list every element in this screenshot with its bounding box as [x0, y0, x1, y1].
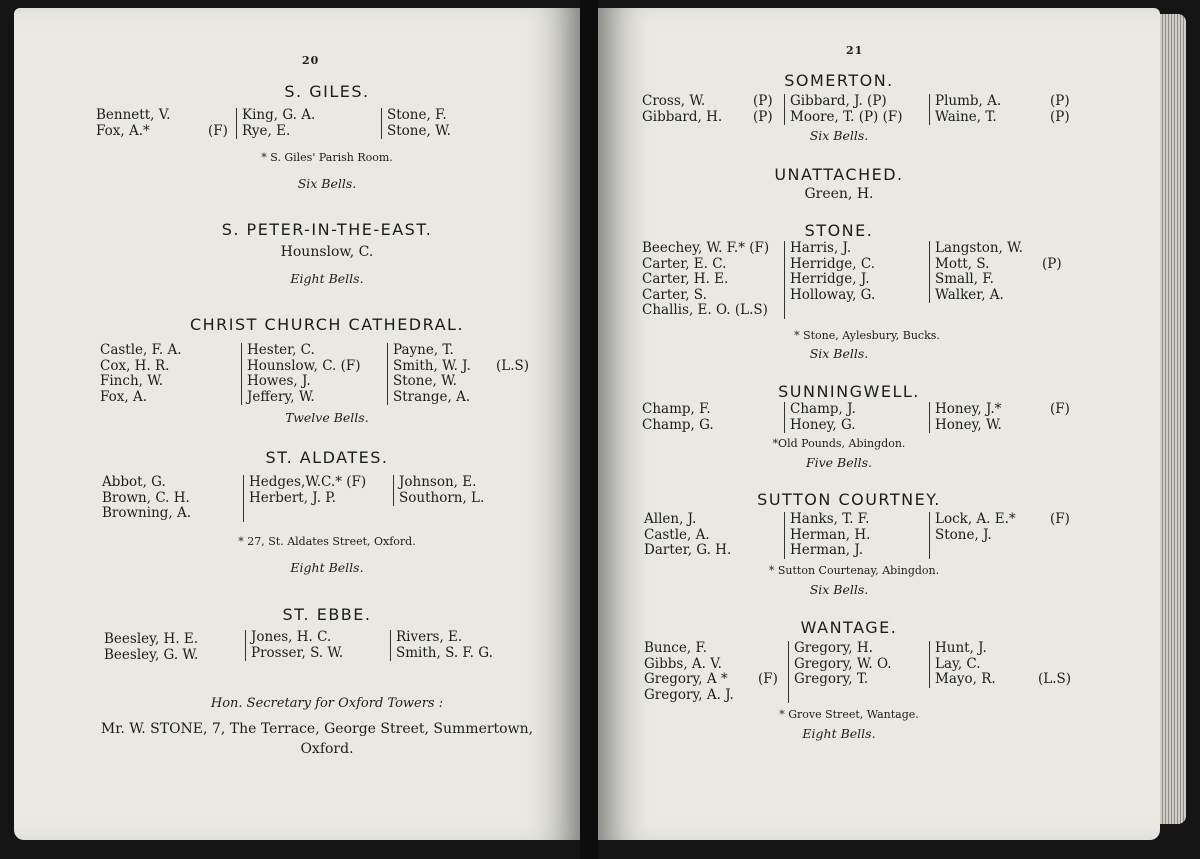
entry: Rivers, E.: [396, 629, 463, 645]
entry: Challis, E. O. (L.S): [642, 302, 768, 318]
entry: Jeffery, W.: [247, 388, 315, 405]
entry: Champ, J.: [790, 401, 856, 417]
entry: Carter, E. C.: [642, 255, 727, 272]
page-number: 20: [302, 54, 320, 67]
tag: [758, 641, 778, 657]
entry: Gibbard, J. (P): [790, 93, 887, 109]
name-column: [642, 241, 769, 319]
entry: Honey, W.: [935, 416, 1002, 433]
bells-count: Five Bells.: [805, 455, 873, 470]
page-number: 21: [846, 44, 864, 57]
name-column: [929, 402, 1002, 433]
tag: [1038, 657, 1071, 673]
entry: Cox, H. R.: [100, 357, 170, 374]
entry: Southorn, L.: [399, 489, 485, 506]
secretary-heading: Hon. Secretary for Oxford Towers :: [210, 696, 444, 711]
bells-count: Twelve Bells.: [285, 410, 369, 425]
entry: Fox, A.*: [96, 122, 150, 139]
entry: Honey, G.: [790, 416, 856, 433]
tag: (F): [208, 122, 228, 139]
tag: (F): [758, 671, 778, 687]
entry: Beesley, G. W.: [104, 646, 199, 663]
name-column: [104, 632, 198, 663]
entry: Lay, C.: [935, 655, 981, 672]
entry: Payne, T.: [393, 342, 454, 358]
tag: (P): [1050, 108, 1070, 125]
bells-count: Six Bells.: [809, 128, 869, 143]
section-title: SUNNINGWELL.: [778, 382, 920, 401]
section-title: CHRIST CHURCH CATHEDRAL.: [189, 315, 465, 334]
entry: Champ, G.: [642, 416, 714, 433]
name-column: [929, 94, 1001, 125]
tag-column: [496, 343, 529, 405]
name-column: [100, 343, 182, 405]
entry: Mayo, R.: [935, 671, 996, 687]
right-page: [598, 8, 1160, 840]
footnote: * Stone, Aylesbury, Bucks.: [794, 329, 940, 342]
name-column: [387, 343, 471, 405]
tag: (P): [753, 93, 773, 109]
footnote: * Grove Street, Wantage.: [779, 708, 919, 721]
name-column: [642, 94, 722, 125]
name-column: [784, 94, 903, 125]
tag-column: [1038, 641, 1071, 688]
tag: [1042, 288, 1062, 304]
entry: Fox, A.: [100, 388, 147, 405]
entry: Herbert, J. P.: [249, 489, 336, 506]
entry: Castle, A.: [644, 526, 710, 543]
entry: Howes, J.: [247, 373, 311, 389]
section-title: ST. EBBE.: [282, 605, 372, 624]
page-edges: [1160, 14, 1186, 824]
entry: King, G. A.: [242, 107, 316, 123]
entry: Beechey, W. F.* (F): [642, 240, 770, 256]
entry: Allen, J.: [644, 511, 697, 527]
entry: Bunce, F.: [644, 640, 707, 656]
name-column: [102, 475, 191, 522]
bells-count: Six Bells.: [809, 582, 869, 597]
name-column: [236, 108, 315, 139]
footnote: *Old Pounds, Abingdon.: [772, 437, 906, 450]
entry: Walker, A.: [935, 286, 1004, 303]
entry: Stone, W.: [393, 373, 457, 389]
tag: (P): [753, 108, 773, 125]
tag: (L.S): [496, 357, 530, 374]
left-page: [14, 8, 580, 840]
entry: Gregory, W. O.: [794, 655, 892, 672]
name-column: [393, 475, 484, 506]
entry: Bennett, V.: [96, 107, 171, 123]
entry: Small, F.: [935, 271, 994, 287]
name-column: [241, 343, 361, 405]
entry: Gregory, A *: [644, 671, 728, 687]
entry: Honey, J.*: [935, 401, 1002, 417]
entry: Jones, H. C.: [251, 629, 332, 645]
bells-count: Six Bells.: [809, 346, 869, 361]
tag: [1042, 272, 1062, 288]
entry: Hester, C.: [247, 342, 315, 358]
secretary-address: Mr. W. STONE, 7, The Terrace, George Street, Summertown,: [100, 721, 534, 737]
bells-count: Eight Bells.: [802, 726, 876, 741]
name-column: [96, 108, 170, 139]
name-column: [784, 402, 856, 433]
tag: [758, 657, 778, 673]
tag: [758, 688, 778, 704]
book-gutter: [580, 0, 598, 859]
entry: Stone, W.: [387, 122, 451, 139]
tag-column: [1042, 241, 1062, 303]
name-column: [644, 641, 734, 703]
name-column: [381, 108, 451, 139]
entry: Gibbs, A. V.: [644, 655, 722, 672]
footnote: * S. Giles' Parish Room.: [261, 151, 393, 164]
entry: Johnson, E.: [399, 474, 477, 490]
entry: Smith, W. J.: [393, 357, 471, 374]
bells-count: Eight Bells.: [290, 271, 364, 286]
section-title: STONE.: [804, 221, 874, 240]
entry: Herman, J.: [790, 542, 863, 558]
entry: Prosser, S. W.: [251, 644, 344, 661]
member-name: Green, H.: [804, 186, 874, 202]
entry: Abbot, G.: [102, 474, 166, 490]
name-column: [929, 512, 1016, 559]
section-title: S. GILES.: [284, 82, 370, 101]
entry: Waine, T.: [935, 108, 997, 125]
entry: Gregory, A. J.: [644, 686, 734, 703]
name-column: [243, 475, 366, 522]
tag-column: [208, 108, 228, 139]
name-column: [644, 512, 731, 559]
name-column: [390, 630, 493, 661]
tag: [496, 374, 529, 390]
entry: Holloway, G.: [790, 286, 876, 303]
tag-column: [758, 641, 778, 703]
entry: Plumb, A.: [935, 93, 1002, 109]
entry: Mott, S.: [935, 255, 990, 272]
tag: (P): [1042, 255, 1062, 272]
entry: Carter, S.: [642, 286, 707, 303]
entry: Gregory, T.: [794, 671, 869, 687]
name-column: [784, 241, 875, 319]
name-column: [788, 641, 892, 703]
tag-column: [753, 94, 773, 125]
section-title: WANTAGE.: [800, 618, 898, 637]
entry: Gregory, H.: [794, 640, 873, 656]
tag-column: [1050, 402, 1070, 433]
section-title: UNATTACHED.: [774, 165, 904, 184]
entry: Herridge, C.: [790, 255, 875, 272]
entry: Hedges,W.C.* (F): [249, 474, 367, 490]
tag: [1050, 418, 1070, 434]
tag: [1042, 241, 1062, 257]
tag: (F): [1050, 401, 1070, 417]
tag: (L.S): [1038, 671, 1072, 687]
secretary-address-city: Oxford.: [300, 741, 354, 757]
tag-column: [1050, 94, 1070, 125]
name-column: [642, 402, 714, 433]
tag: [1050, 528, 1070, 544]
entry: Darter, G. H.: [644, 542, 732, 558]
entry: Stone, F.: [387, 107, 447, 123]
entry: Browning, A.: [102, 505, 192, 521]
name-column: [929, 241, 1023, 303]
entry: Brown, C. H.: [102, 489, 190, 506]
entry: Finch, W.: [100, 373, 164, 389]
entry: Hunt, J.: [935, 640, 987, 656]
footnote: * Sutton Courtenay, Abingdon.: [768, 564, 940, 577]
entry: Strange, A.: [393, 388, 471, 405]
tag: (P): [1050, 93, 1070, 109]
name-column: [784, 512, 870, 559]
entry: Langston, W.: [935, 240, 1023, 256]
entry: Champ, F.: [642, 401, 711, 417]
tag: [1038, 641, 1071, 657]
entry: Castle, F. A.: [100, 342, 182, 358]
tag: [496, 390, 529, 406]
entry: Harris, J.: [790, 240, 852, 256]
section-title: SUTTON COURTNEY.: [757, 490, 941, 509]
section-title: ST. ALDATES.: [265, 448, 389, 467]
entry: Beesley, H. E.: [104, 631, 199, 647]
entry: Stone, J.: [935, 526, 992, 543]
tag: [496, 343, 529, 359]
entry: Herridge, J.: [790, 271, 870, 287]
bells-count: Eight Bells.: [290, 560, 364, 575]
member-name: Hounslow, C.: [280, 244, 374, 260]
entry: Gibbard, H.: [642, 108, 723, 125]
footnote: * 27, St. Aldates Street, Oxford.: [238, 535, 416, 548]
entry: Lock, A. E.*: [935, 511, 1016, 527]
tag: [208, 108, 228, 124]
entry: Smith, S. F. G.: [396, 644, 493, 661]
section-title: S. PETER-IN-THE-EAST.: [221, 220, 433, 239]
name-column: [245, 630, 343, 661]
section-title: SOMERTON.: [784, 71, 894, 90]
entry: Hanks, T. F.: [790, 511, 870, 527]
tag-column: [1050, 512, 1070, 543]
name-column: [929, 641, 996, 688]
tag: (F): [1050, 511, 1070, 527]
entry: Hounslow, C. (F): [247, 357, 361, 374]
entry: Carter, H. E.: [642, 271, 729, 287]
bells-count: Six Bells.: [297, 176, 357, 191]
entry: Cross, W.: [642, 93, 706, 109]
entry: Herman, H.: [790, 526, 871, 543]
entry: Rye, E.: [242, 122, 291, 139]
entry: Moore, T. (P) (F): [790, 108, 903, 125]
